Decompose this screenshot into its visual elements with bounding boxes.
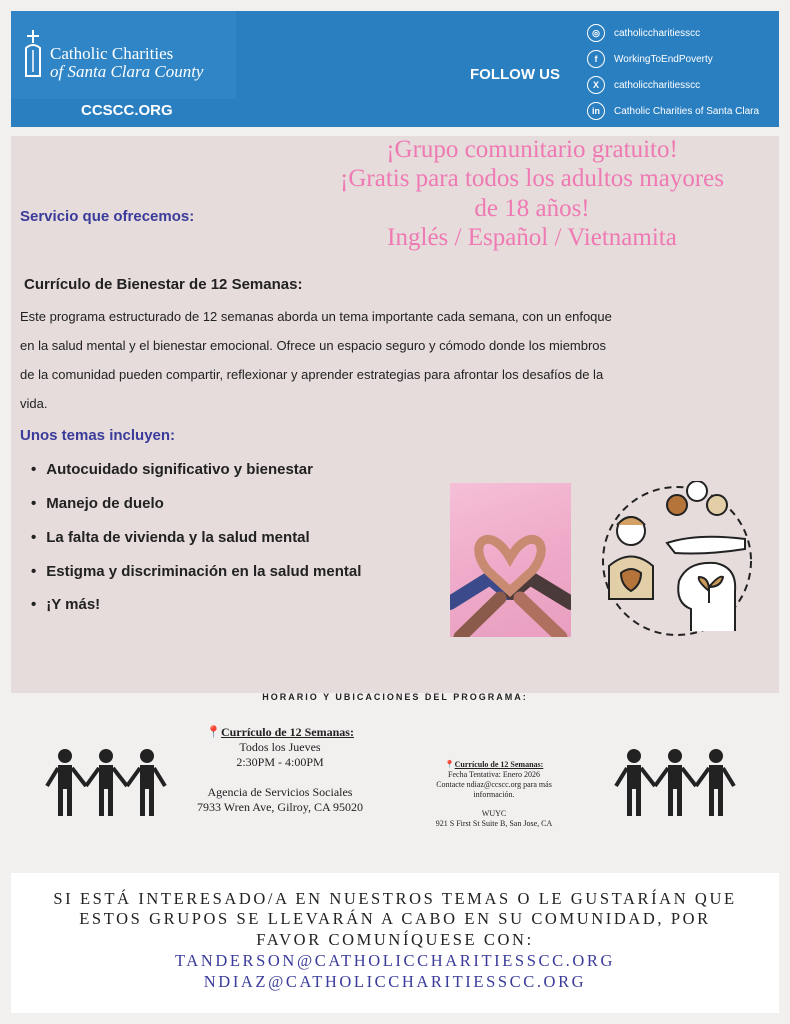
curriculum-text: de la comunidad pueden compartir, reflexionar y aprender estrategias para afrontar los desafíos de la [20, 367, 604, 382]
facebook-icon: f [587, 50, 605, 68]
social-linkedin[interactable] [587, 100, 759, 122]
curriculum-text: Este programa estructurado de 12 semanas aborda un tema importante cada semana, con un enfoque [20, 309, 612, 324]
headline-line: de 18 años! [474, 195, 590, 222]
people-group-icon [45, 748, 167, 818]
social-x[interactable] [587, 74, 700, 96]
location-heading: 📍Currículo de 12 Semanas: [206, 725, 354, 739]
location-name: WUYC [481, 809, 507, 818]
org-name-subtitle: of Santa Clara County [50, 62, 204, 81]
social-handle: catholiccharitiesscc [614, 27, 701, 39]
footer-text: FAVOR COMUNÍQUESE CON: [256, 930, 534, 949]
social-instagram[interactable] [587, 22, 700, 44]
x-icon: X [587, 76, 605, 94]
follow-us-label: FOLLOW US [470, 66, 560, 83]
email-link[interactable]: NDIAZ@CATHOLICCHARITIESSCC.ORG [203, 972, 587, 991]
people-group-icon [614, 748, 736, 818]
footer-text: ESTOS GRUPOS SE LLEVARÁN A CABO EN SU COMUNIDAD, POR [79, 909, 711, 928]
curriculum-text: en la salud mental y el bienestar emocional. Ofrece un espacio seguro y cómodo donde los miembros [20, 338, 607, 353]
header-banner [11, 11, 779, 127]
email-link[interactable]: TANDERSON@CATHOLICCHARITIESSCC.ORG [174, 951, 616, 970]
list-item: • Manejo de duelo [31, 495, 164, 512]
info-panel [11, 136, 779, 693]
list-item: • Autocuidado significativo y bienestar [31, 461, 313, 478]
cross-logo-icon [22, 28, 44, 78]
curriculum-text: vida. [20, 396, 48, 411]
logo-block [11, 11, 236, 99]
social-handle: Catholic Charities of Santa Clara [614, 105, 760, 117]
schedule-time: 2:30PM - 4:00PM [236, 755, 324, 769]
headline-line: ¡Grupo comunitario gratuito! [386, 136, 678, 163]
list-item: • La falta de vivienda y la salud mental [31, 529, 310, 546]
social-handle: WorkingToEndPoverty [614, 53, 713, 65]
linkedin-icon: in [587, 102, 605, 120]
map-pin-icon: 📍 [206, 725, 221, 739]
site-link[interactable]: CCSCC.ORG [81, 102, 173, 119]
schedule-location-gilroy [175, 725, 385, 815]
social-facebook[interactable] [587, 48, 713, 70]
curriculum-title: Currículo de Bienestar de 12 Semanas: [24, 276, 303, 293]
location-heading: 📍Currículo de 12 Semanas: [444, 760, 544, 769]
headline-languages: Inglés / Español / Vietnamita [387, 224, 677, 251]
mental-wellness-illustration-icon [597, 481, 757, 641]
schedule-contact: Contacte ndiaz@ccscc.org para más [436, 780, 552, 789]
schedule-contact: información. [473, 790, 515, 799]
schedule-date: Fecha Tentativa: Enero 2026 [448, 770, 540, 779]
themes-title: Unos temas incluyen: [20, 427, 176, 444]
org-name: Catholic Charities [50, 44, 174, 63]
social-handle: catholiccharitiesscc [614, 79, 701, 91]
schedule-title: HORARIO Y UBICACIONES DEL PROGRAMA: [262, 692, 528, 702]
location-address: 921 S First St Suite B, San Jose, CA [435, 819, 553, 828]
hands-heart-photo [450, 483, 571, 637]
contact-footer [11, 873, 779, 1013]
instagram-icon: ◎ [587, 24, 605, 42]
schedule-day: Todos los Jueves [239, 740, 321, 754]
map-pin-icon: 📍 [444, 760, 455, 769]
footer-text: SI ESTÁ INTERESADO/A EN NUESTROS TEMAS O LE GUSTARÍAN QUE [53, 889, 737, 908]
headline-line: ¡Gratis para todos los adultos mayores [340, 165, 724, 192]
service-label: Servicio que ofrecemos: [20, 208, 195, 225]
location-address: 7933 Wren Ave, Gilroy, CA 95020 [197, 800, 363, 814]
location-name: Agencia de Servicios Sociales [207, 785, 353, 799]
schedule-location-sanjose [404, 760, 584, 829]
list-item: • ¡Y más! [31, 596, 100, 613]
list-item: • Estigma y discriminación en la salud mental [31, 563, 361, 580]
